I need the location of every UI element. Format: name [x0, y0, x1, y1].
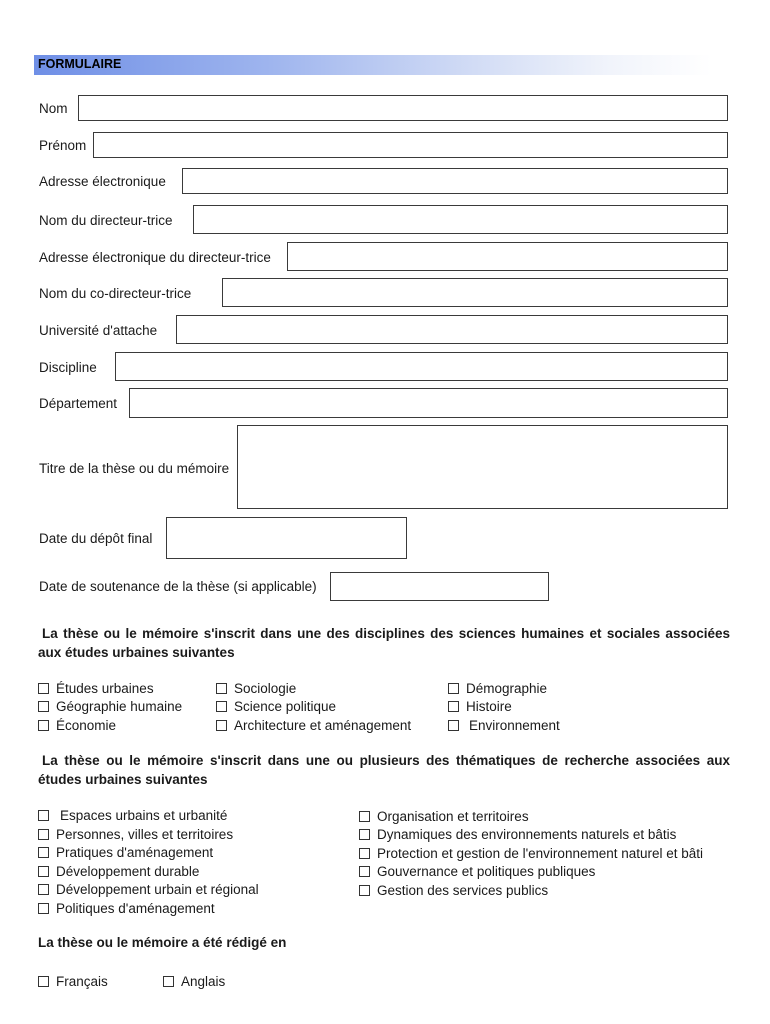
checkbox-dynamiques-environnements[interactable] [359, 827, 676, 842]
checkbox-etudes-urbaines[interactable] [38, 681, 154, 696]
checkbox-label: Protection et gestion de l'environnement naturel et bâti [377, 846, 704, 861]
checkbox-label: Personnes, villes et territoires [56, 827, 234, 842]
prenom-label: Prénom [39, 138, 87, 153]
checkbox-label: Développement durable [56, 864, 200, 879]
checkbox-demographie[interactable] [448, 681, 547, 696]
checkbox-protection-environnement[interactable] [359, 846, 703, 861]
langue-heading: La thèse ou le mémoire a été rédigé en [38, 935, 287, 950]
checkbox-box[interactable] [359, 885, 370, 896]
checkbox-developpement-durable[interactable] [38, 864, 199, 879]
checkbox-box[interactable] [359, 811, 370, 822]
checkbox-label: Français [56, 974, 108, 989]
checkbox-box[interactable] [163, 976, 174, 987]
checkbox-gouvernance[interactable] [359, 864, 595, 879]
checkbox-label: Politiques d'aménagement [56, 901, 215, 916]
directeur-label: Nom du directeur-trice [39, 213, 173, 228]
checkbox-box[interactable] [38, 847, 49, 858]
checkbox-economie[interactable] [38, 718, 116, 733]
thematiques-heading: La thèse ou le mémoire s'inscrit dans une ou plusieurs des thématiques de recherche associées aux études urbaines suivantes [38, 753, 730, 787]
universite-label: Université d'attache [39, 323, 158, 338]
discipline-label: Discipline [39, 360, 97, 375]
checkbox-francais[interactable] [38, 974, 108, 989]
adresse-input[interactable] [182, 168, 728, 194]
checkbox-label: Gestion des services publics [377, 883, 549, 898]
checkbox-label: Anglais [181, 974, 226, 989]
date-soutenance-input[interactable] [330, 572, 549, 601]
departement-label: Département [39, 396, 118, 411]
checkbox-label: Géographie humaine [56, 699, 183, 714]
checkbox-box[interactable] [38, 701, 49, 712]
form-title: FORMULAIRE [38, 57, 122, 71]
checkbox-label: Environnement [469, 718, 560, 733]
directeur-input[interactable] [193, 205, 728, 234]
checkbox-label: Espaces urbains et urbanité [60, 808, 228, 823]
checkbox-architecture[interactable] [216, 718, 411, 733]
checkbox-label: Architecture et aménagement [234, 718, 412, 733]
checkbox-label: Développement urbain et régional [56, 882, 259, 897]
checkbox-label: Organisation et territoires [377, 809, 529, 824]
checkbox-pratiques-amenagement[interactable] [38, 845, 213, 860]
prenom-input[interactable] [93, 132, 728, 158]
checkbox-label: Gouvernance et politiques publiques [377, 864, 596, 879]
checkbox-environnement[interactable] [448, 718, 560, 733]
checkbox-box[interactable] [38, 866, 49, 877]
date-depot-label: Date du dépôt final [39, 531, 153, 546]
checkbox-label: Sociologie [234, 681, 297, 696]
checkbox-developpement-urbain[interactable] [38, 882, 259, 897]
codirecteur-input[interactable] [222, 278, 728, 307]
checkbox-geographie-humaine[interactable] [38, 699, 182, 714]
checkbox-box[interactable] [38, 903, 49, 914]
checkbox-histoire[interactable] [448, 699, 512, 714]
checkbox-label: Dynamiques des environnements naturels et bâtis [377, 827, 677, 842]
adresse-label: Adresse électronique [39, 174, 166, 189]
checkbox-label: Pratiques d'aménagement [56, 845, 214, 860]
checkbox-organisation-territoires[interactable] [359, 809, 529, 824]
departement-input[interactable] [129, 388, 728, 418]
checkbox-box[interactable] [38, 829, 49, 840]
checkbox-box[interactable] [359, 848, 370, 859]
checkbox-personnes-villes[interactable] [38, 827, 233, 842]
date-soutenance-label: Date de soutenance de la thèse (si applicable) [39, 579, 317, 594]
checkbox-label: Démographie [466, 681, 548, 696]
checkbox-box[interactable] [359, 866, 370, 877]
nom-label: Nom [39, 101, 68, 116]
checkbox-box[interactable] [448, 701, 459, 712]
checkbox-science-politique[interactable] [216, 699, 336, 714]
titre-textarea[interactable] [237, 425, 728, 509]
adresse-directeur-input[interactable] [287, 242, 728, 271]
checkbox-box[interactable] [38, 683, 49, 694]
checkbox-box[interactable] [38, 884, 49, 895]
checkbox-box[interactable] [359, 829, 370, 840]
checkbox-sociologie[interactable] [216, 681, 296, 696]
checkbox-label: Économie [56, 718, 117, 733]
checkbox-box[interactable] [216, 701, 227, 712]
checkbox-box[interactable] [448, 720, 459, 731]
discipline-input[interactable] [115, 352, 728, 381]
checkbox-label: Histoire [466, 699, 512, 714]
form-header-bar [34, 55, 712, 75]
nom-input[interactable] [78, 95, 728, 121]
checkbox-box[interactable] [38, 810, 49, 821]
universite-input[interactable] [176, 315, 728, 344]
titre-label: Titre de la thèse ou du mémoire [39, 461, 230, 476]
adresse-directeur-label: Adresse électronique du directeur-trice [39, 250, 271, 265]
checkbox-box[interactable] [38, 720, 49, 731]
checkbox-label: Études urbaines [56, 681, 154, 696]
checkbox-politiques-amenagement[interactable] [38, 901, 215, 916]
checkbox-espaces-urbains[interactable] [38, 808, 227, 823]
checkbox-label: Science politique [234, 699, 337, 714]
checkbox-box[interactable] [38, 976, 49, 987]
date-depot-input[interactable] [166, 517, 407, 559]
disciplines-heading: La thèse ou le mémoire s'inscrit dans une des disciplines des sciences humaines et sociales associées aux études urbaines suivantes [38, 626, 730, 660]
checkbox-gestion-services[interactable] [359, 883, 548, 898]
checkbox-box[interactable] [448, 683, 459, 694]
checkbox-box[interactable] [216, 720, 227, 731]
checkbox-anglais[interactable] [163, 974, 225, 989]
codirecteur-label: Nom du co-directeur-trice [39, 286, 192, 301]
checkbox-box[interactable] [216, 683, 227, 694]
